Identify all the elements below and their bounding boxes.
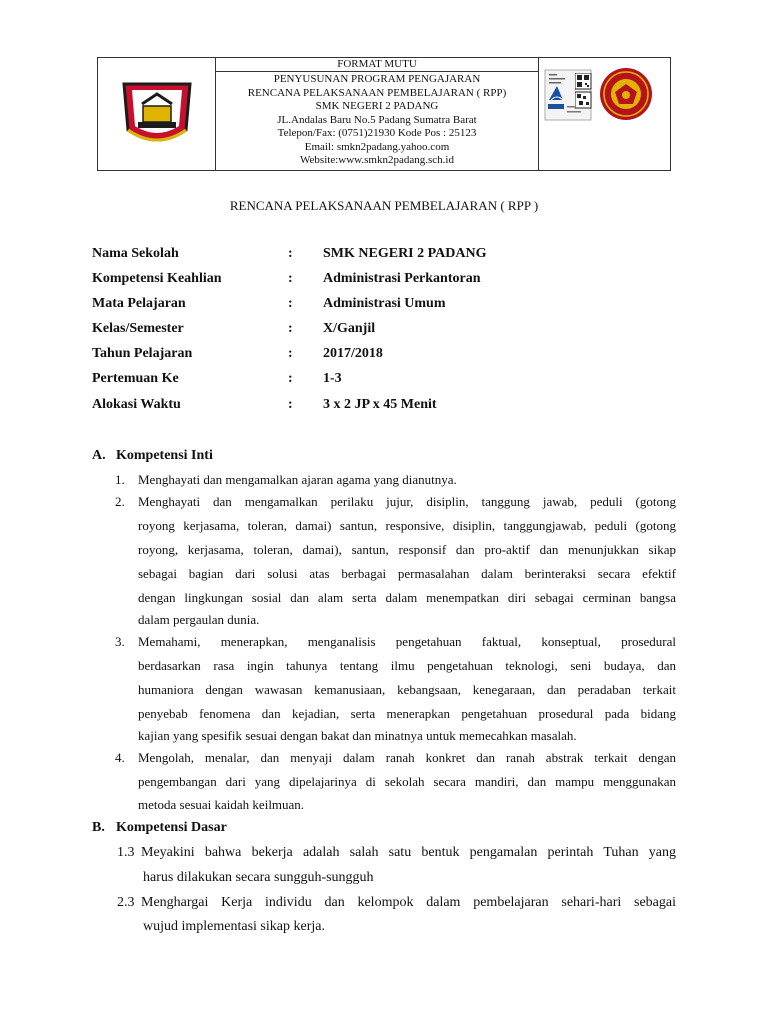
red-seal-icon <box>595 58 655 172</box>
info-label: Mata Pelajaran <box>92 296 186 311</box>
list-item-text: Memahami, menerapkan, menganalisis pengetahuan faktual, konseptual, prosedural <box>138 634 676 649</box>
info-row-meeting <box>92 371 692 391</box>
list-item-number: 4. <box>115 750 125 765</box>
info-colon: : <box>288 246 293 261</box>
info-colon: : <box>288 397 293 412</box>
header-line: PENYUSUNAN PROGRAM PENGAJARAN <box>273 73 481 85</box>
header-box <box>97 57 671 171</box>
info-value: 2017/2018 <box>323 346 383 361</box>
info-label: Kelas/Semester <box>92 321 184 336</box>
list-item-text: kajian yang spesifik sesuai dengan bakat dan minatnya untuk memecahkan masalah. <box>138 728 577 743</box>
header-line: JL.Andalas Baru No.5 Padang Sumatra Barat <box>277 113 477 126</box>
list-item-text: Mengolah, menalar, dan menyaji dalam ranah konkret dan ranah abstrak terkait dengan <box>138 750 676 765</box>
section-a-heading <box>92 448 213 464</box>
info-row-year <box>92 346 692 366</box>
info-value: Administrasi Umum <box>323 296 446 311</box>
section-title: Kompetensi Inti <box>116 448 213 463</box>
header-line: RENCANA PELAKSANAAN PEMBELAJARAN ( RPP) <box>247 86 507 99</box>
list-item-text: Menghayati dan mengamalkan perilaku jujur, disiplin, tanggung jawab, peduli (gotong <box>138 494 676 509</box>
info-value: X/Ganjil <box>323 321 376 336</box>
info-colon: : <box>288 346 293 361</box>
certification-cell <box>539 58 670 170</box>
info-label: Kompetensi Keahlian <box>92 271 222 286</box>
section-letter: B. <box>92 820 105 835</box>
document-title: RENCANA PELAKSANAAN PEMBELAJARAN ( RPP ) <box>229 198 539 213</box>
school-logo-cell <box>98 58 216 170</box>
info-label: Tahun Pelajaran <box>92 346 193 361</box>
list-item-text: humaniora dengan wawasan kemanusiaan, kebangsaan, kenegaraan, dan peradaban terkait <box>138 682 676 697</box>
list-item-text: Menghayati dan mengamalkan ajaran agama yang dianutnya. <box>138 472 457 487</box>
list-item-text: sebagai bagian dari solusi atas berbagai permasalahan dalam berinteraksi secara efektif <box>138 566 676 581</box>
list-item-number: 2. <box>115 494 125 509</box>
header-line: Telepon/Fax: (0751)21930 Kode Pos : 25123 <box>277 127 477 139</box>
info-value: SMK NEGERI 2 PADANG <box>323 246 487 261</box>
info-label: Nama Sekolah <box>92 246 179 261</box>
list-item-text: penyebab fenomena dan kejadian, serta menerapkan pengetahuan prosedural pada bidang <box>138 706 676 721</box>
header-line: SMK NEGERI 2 PADANG <box>315 100 439 112</box>
info-row-class <box>92 321 692 341</box>
info-value: Administrasi Perkantoran <box>323 271 481 286</box>
institution-info-cell <box>216 58 539 170</box>
kd-item-text: Menghargai Kerja individu dan kelompok dalam pembelajaran sehari-hari sebagai <box>141 895 676 910</box>
list-item-text: royong, kerjasama, toleran, damai), santun, responsif dan pro-aktif dan menunjukkan sikap <box>138 542 676 557</box>
info-value: 1-3 <box>323 371 342 386</box>
qr-code-icon <box>575 73 595 113</box>
list-item-text: dalam pergaulan dunia. <box>138 612 260 627</box>
info-row-subject <box>92 296 692 316</box>
info-row-expertise <box>92 271 692 291</box>
kd-item-number: 1.3 <box>117 845 135 860</box>
section-title: Kompetensi Dasar <box>116 820 227 835</box>
format-mutu-label: FORMAT MUTU <box>216 58 538 72</box>
info-colon: : <box>288 271 293 286</box>
kd-item-text: Meyakini bahwa bekerja adalah salah satu bentuk pengamalan perintah Tuhan yang <box>141 845 676 860</box>
info-colon: : <box>288 371 293 386</box>
info-colon: : <box>288 321 293 336</box>
school-logo-icon <box>98 58 216 172</box>
section-letter: A. <box>92 448 106 463</box>
list-item-text: pengembangan dari yang dipelajarinya di sekolah secara mandiri, dan mampu menggunakan <box>138 774 676 789</box>
kd-item-text: wujud implementasi sikap kerja. <box>143 919 325 934</box>
info-row-school <box>92 246 692 266</box>
info-row-time <box>92 397 692 417</box>
list-item-text: berdasarkan rasa ingin tahunya tentang ilmu pengetahuan teknologi, seni budaya, dan <box>138 658 676 673</box>
info-label: Alokasi Waktu <box>92 397 181 412</box>
info-colon: : <box>288 296 293 311</box>
header-line: Email: smkn2padang.yahoo.com <box>304 140 450 153</box>
info-value: 3 x 2 JP x 45 Menit <box>323 397 437 412</box>
kd-item-text: harus dilakukan secara sungguh-sungguh <box>143 870 374 885</box>
list-item-number: 1. <box>115 472 125 487</box>
section-b-heading <box>92 820 227 836</box>
info-label: Pertemuan Ke <box>92 371 179 386</box>
list-item-number: 3. <box>115 634 125 649</box>
institution-info-lines <box>216 72 538 168</box>
header-line: Website:www.smkn2padang.sch.id <box>300 154 454 166</box>
list-item-text: dengan lingkungan sosial dan alam serta dalam menempatkan diri sebagai cerminan bangsa <box>138 590 676 605</box>
list-item-text: metoda sesuai kaidah keilmuan. <box>138 797 305 812</box>
kd-item-number: 2.3 <box>117 895 135 910</box>
list-item-text: royong kerjasama, toleran, damai) santun, responsive, disiplin, tanggungjawab, peduli (gotong <box>138 518 676 533</box>
